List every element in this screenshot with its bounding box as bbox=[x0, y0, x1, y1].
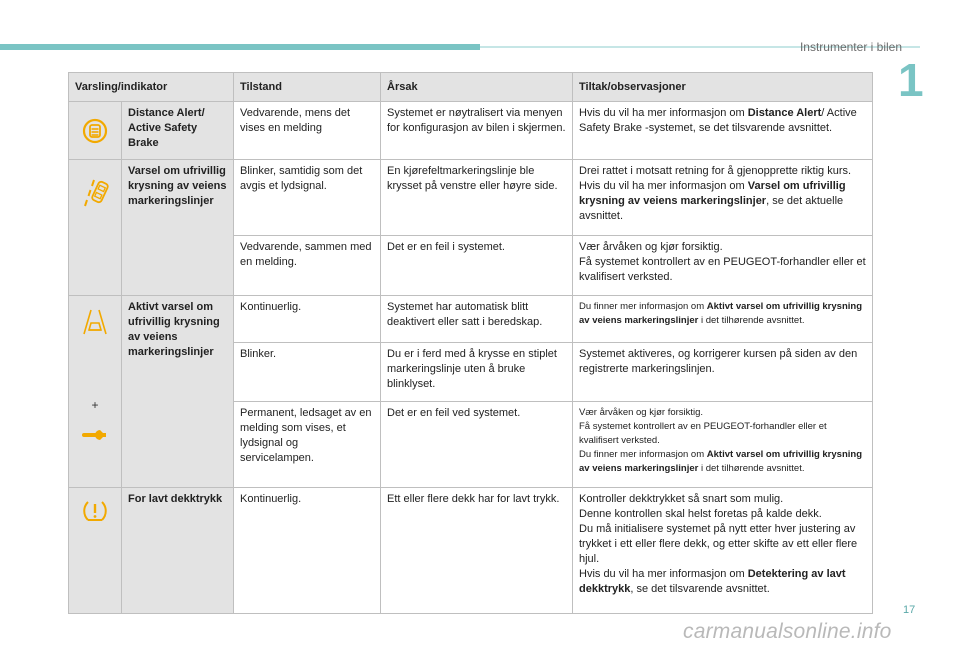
action-text: Du må initialisere systemet på nytt etter hver justering av trykket i ett eller flere dekk, og etter skifte av ett eller flere hjul. bbox=[579, 523, 858, 565]
action-reference: Aktivt varsel om ufrivillig krysning av veiens markeringslinjer bbox=[579, 449, 862, 474]
action-text: Få systemet kontrollert av en PEUGEOT-forhandler eller et kvalifisert verksted. bbox=[579, 256, 866, 283]
table-row bbox=[69, 102, 873, 160]
action-reference: Aktivt varsel om ufrivillig krysning av veiens markeringslinjer bbox=[579, 301, 862, 326]
distance-alert-icon bbox=[82, 118, 108, 144]
tyre-pressure-icon bbox=[81, 498, 109, 524]
watermark: carmanualsonline.info bbox=[683, 620, 892, 643]
chapter-number: 1 bbox=[898, 54, 924, 106]
indicator-label: Aktivt varsel om ufrivillig krysning av veiens markeringslinjer bbox=[122, 296, 234, 488]
table-row bbox=[69, 296, 873, 343]
state-cell: Kontinuerlig. bbox=[234, 488, 381, 614]
action-cell bbox=[573, 296, 873, 343]
action-text: Du finner mer informasjon om bbox=[579, 301, 707, 312]
action-text: Hvis du vil ha mer informasjon om bbox=[579, 107, 748, 119]
state-cell: Permanent, ledsaget av en melding som vises, et lydsignal og servicelampen. bbox=[234, 402, 381, 488]
action-cell bbox=[573, 102, 873, 160]
state-cell: Vedvarende, mens det vises en melding bbox=[234, 102, 381, 160]
action-reference: Distance Alert bbox=[747, 107, 822, 119]
action-text: Denne kontrollen skal helst foretas på kalde dekk. bbox=[579, 508, 822, 520]
action-text: Drei rattet i motsatt retning for å gjenopprette riktig kurs. bbox=[579, 165, 852, 177]
page-number: 17 bbox=[903, 604, 916, 616]
lane-assist-car-icon bbox=[81, 308, 109, 336]
column-header: Årsak bbox=[381, 73, 573, 102]
action-text: Du finner mer informasjon om bbox=[579, 449, 707, 460]
state-cell: Blinker, samtidig som det avgis et lydsignal. bbox=[234, 160, 381, 236]
action-text: i det tilhørende avsnittet. bbox=[698, 315, 805, 326]
column-header: Varsling/indikator bbox=[69, 73, 234, 102]
cause-cell: Ett eller flere dekk har for lavt trykk. bbox=[381, 488, 573, 614]
wrench-icon bbox=[81, 427, 109, 443]
action-text: Vær årvåken og kjør forsiktig. bbox=[579, 407, 704, 418]
action-text: Få systemet kontrollert av en PEUGEOT-forhandler eller et kvalifisert verksted. bbox=[579, 421, 827, 446]
action-text: / Active Safety Brake -systemet, se det tilsvarende avsnittet. bbox=[579, 107, 857, 134]
indicator-label: For lavt dekktrykk bbox=[122, 488, 234, 614]
cause-cell: Du er i ferd med å krysse en stiplet markeringslinje uten å bruke blinklyset. bbox=[381, 343, 573, 402]
table-header-row bbox=[69, 73, 873, 102]
indicator-icon-cell bbox=[69, 296, 122, 488]
action-text: i det tilhørende avsnittet. bbox=[698, 463, 805, 474]
cause-cell: Systemet har automatisk blitt deaktivert eller satt i beredskap. bbox=[381, 296, 573, 343]
top-accent-bar bbox=[0, 44, 480, 50]
action-text: Hvis du vil ha mer informasjon om bbox=[579, 568, 748, 580]
action-cell: Systemet aktiveres, og korrigerer kursen på siden av den registrerte markeringslinjen. bbox=[573, 343, 873, 402]
state-cell: Kontinuerlig. bbox=[234, 296, 381, 343]
cause-cell: Det er en feil ved systemet. bbox=[381, 402, 573, 488]
action-reference: Varsel om ufrivillig krysning av veiens markeringslinjer bbox=[579, 180, 846, 207]
column-header: Tiltak/observasjoner bbox=[573, 73, 873, 102]
action-text: , se det tilsvarende avsnittet. bbox=[630, 583, 770, 595]
plus-sign: + bbox=[91, 398, 99, 412]
cause-cell: Det er en feil i systemet. bbox=[381, 236, 573, 296]
action-cell bbox=[573, 160, 873, 236]
indicator-label: Varsel om ufrivillig krysning av veiens markeringslinjer bbox=[122, 160, 234, 296]
action-text: Kontroller dekktrykket så snart som mulig. bbox=[579, 493, 784, 505]
column-header: Tilstand bbox=[234, 73, 381, 102]
action-cell bbox=[573, 402, 873, 488]
state-cell: Blinker. bbox=[234, 343, 381, 402]
indicator-icon-cell bbox=[69, 160, 122, 296]
action-cell bbox=[573, 236, 873, 296]
action-reference: Detektering av lavt dekktrykk bbox=[579, 568, 846, 595]
indicator-label: Distance Alert/ Active Safety Brake bbox=[122, 102, 234, 160]
table-row bbox=[69, 160, 873, 236]
lane-departure-icon bbox=[81, 174, 109, 208]
indicator-icon-cell bbox=[69, 102, 122, 160]
warning-indicator-table bbox=[68, 72, 873, 614]
action-text: Hvis du vil ha mer informasjon om bbox=[579, 180, 748, 192]
action-text: Vær årvåken og kjør forsiktig. bbox=[579, 241, 723, 253]
cause-cell: En kjørefeltmarkeringslinje ble krysset på venstre eller høyre side. bbox=[381, 160, 573, 236]
section-title: Instrumenter i bilen bbox=[799, 40, 902, 54]
action-cell bbox=[573, 488, 873, 614]
cause-cell: Systemet er nøytralisert via menyen for konfigurasjon av bilen i skjermen. bbox=[381, 102, 573, 160]
table-row bbox=[69, 488, 873, 614]
state-cell: Vedvarende, sammen med en melding. bbox=[234, 236, 381, 296]
action-text: , se det aktuelle avsnittet. bbox=[579, 195, 844, 222]
indicator-icon-cell bbox=[69, 488, 122, 614]
